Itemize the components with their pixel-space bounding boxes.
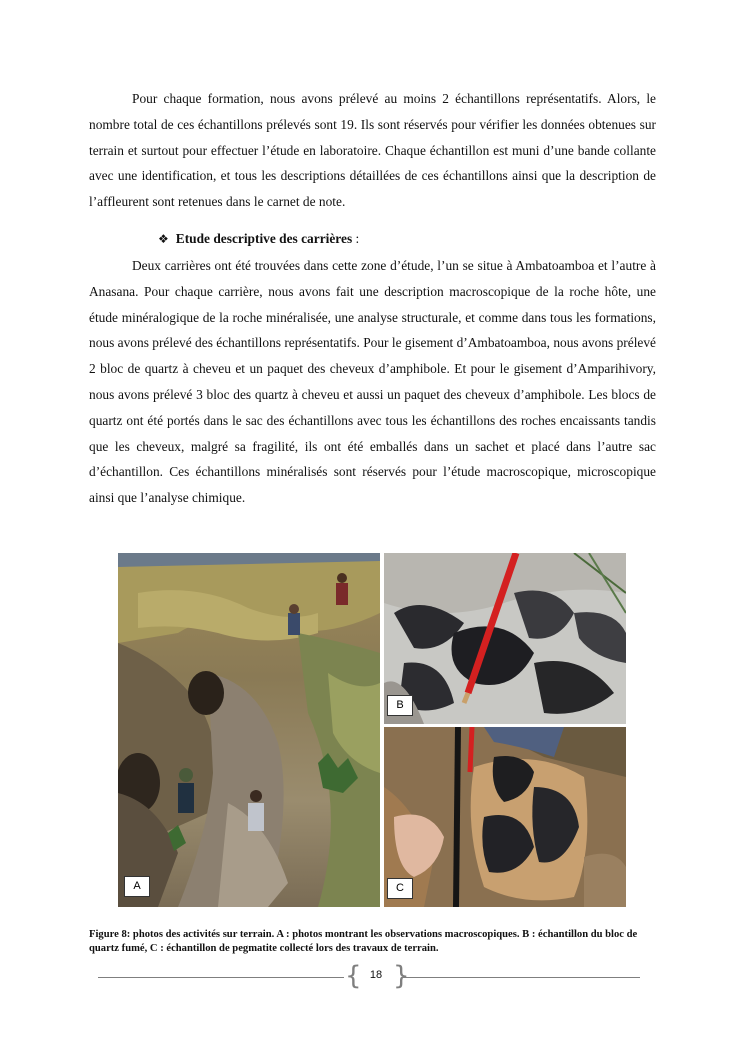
photo-pegmatite-sample <box>384 727 626 907</box>
left-brace-icon: { <box>345 961 362 991</box>
photo-b-label: B <box>387 695 413 716</box>
section-heading-title: Etude descriptive des carrières <box>175 231 353 246</box>
paragraph-quarries <box>89 253 656 511</box>
paragraph-quarries-text: Deux carrières ont été trouvées dans cette zone d’étude, l’un se situe à Ambatoamboa et l’autre à Anasana. Pour chaque carrière, nous avons fait une description macroscopique de la roche hôte, une étude minéralogique de la roche minéralisée, une analyse structurale, et comme dans tous les formations, nous avons prélevé des échantillons représentatifs. Pour le gisement d’Ambatoamboa, nous avons prélevé 2 bloc de quartz à cheveu et un paquet des cheveux d’amphibole. Et pour le gisement d’Amparihivory, nous avons prélevé 3 bloc des quartz à cheveu et aussi un paquet des cheveux d’amphibole. Les blocs de quartz ont été portés dans le sac des échantillons avec tous les échantillons des roches encaissants tandis que les cheveux, malgré sa fragilité, ils ont été emballés dans un sachet et placé dans l’autre sac d’échantillon. Ces échantillons minéralisés sont réservés pour l’étude macroscopique, microscopique ainsi que l’analyse chimique. <box>89 258 656 506</box>
diamond-bullet-icon: ❖ <box>158 232 169 246</box>
paragraph-sampling-text: Pour chaque formation, nous avons prélevé au moins 2 échantillons représentatifs. Alors, le nombre total de ces échantillons prélevés sont 19. Ils sont réservés pour vérifier les données obtenues sur terrain et surtout pour effectuer l’étude en laboratoire. Chaque échantillon est muni d’une bande collante avec une identification, et tous les descriptions détaillées de ces échantillons ainsi que la description de l’affleurent sont retenues dans le carnet de note. <box>89 91 656 210</box>
photo-field-outcrop <box>118 553 380 907</box>
paragraph-sampling <box>89 86 656 215</box>
photo-c-label: C <box>387 878 413 899</box>
figure-caption: Figure 8: photos des activités sur terrain. A : photos montrant les observations macroscopiques. B : échantillon du bloc de quartz fumé, C : échantillon de pegmatite collecté lors des travaux de terrain. <box>89 929 638 954</box>
right-brace-icon: } <box>393 961 410 991</box>
footer-line-left <box>98 977 344 978</box>
photo-smoky-quartz <box>384 553 626 724</box>
section-heading <box>158 229 359 249</box>
footer-line-right <box>402 977 640 978</box>
section-heading-suffix: : <box>352 231 360 246</box>
page-number: 18 <box>369 969 383 981</box>
photo-a-label: A <box>124 876 150 897</box>
